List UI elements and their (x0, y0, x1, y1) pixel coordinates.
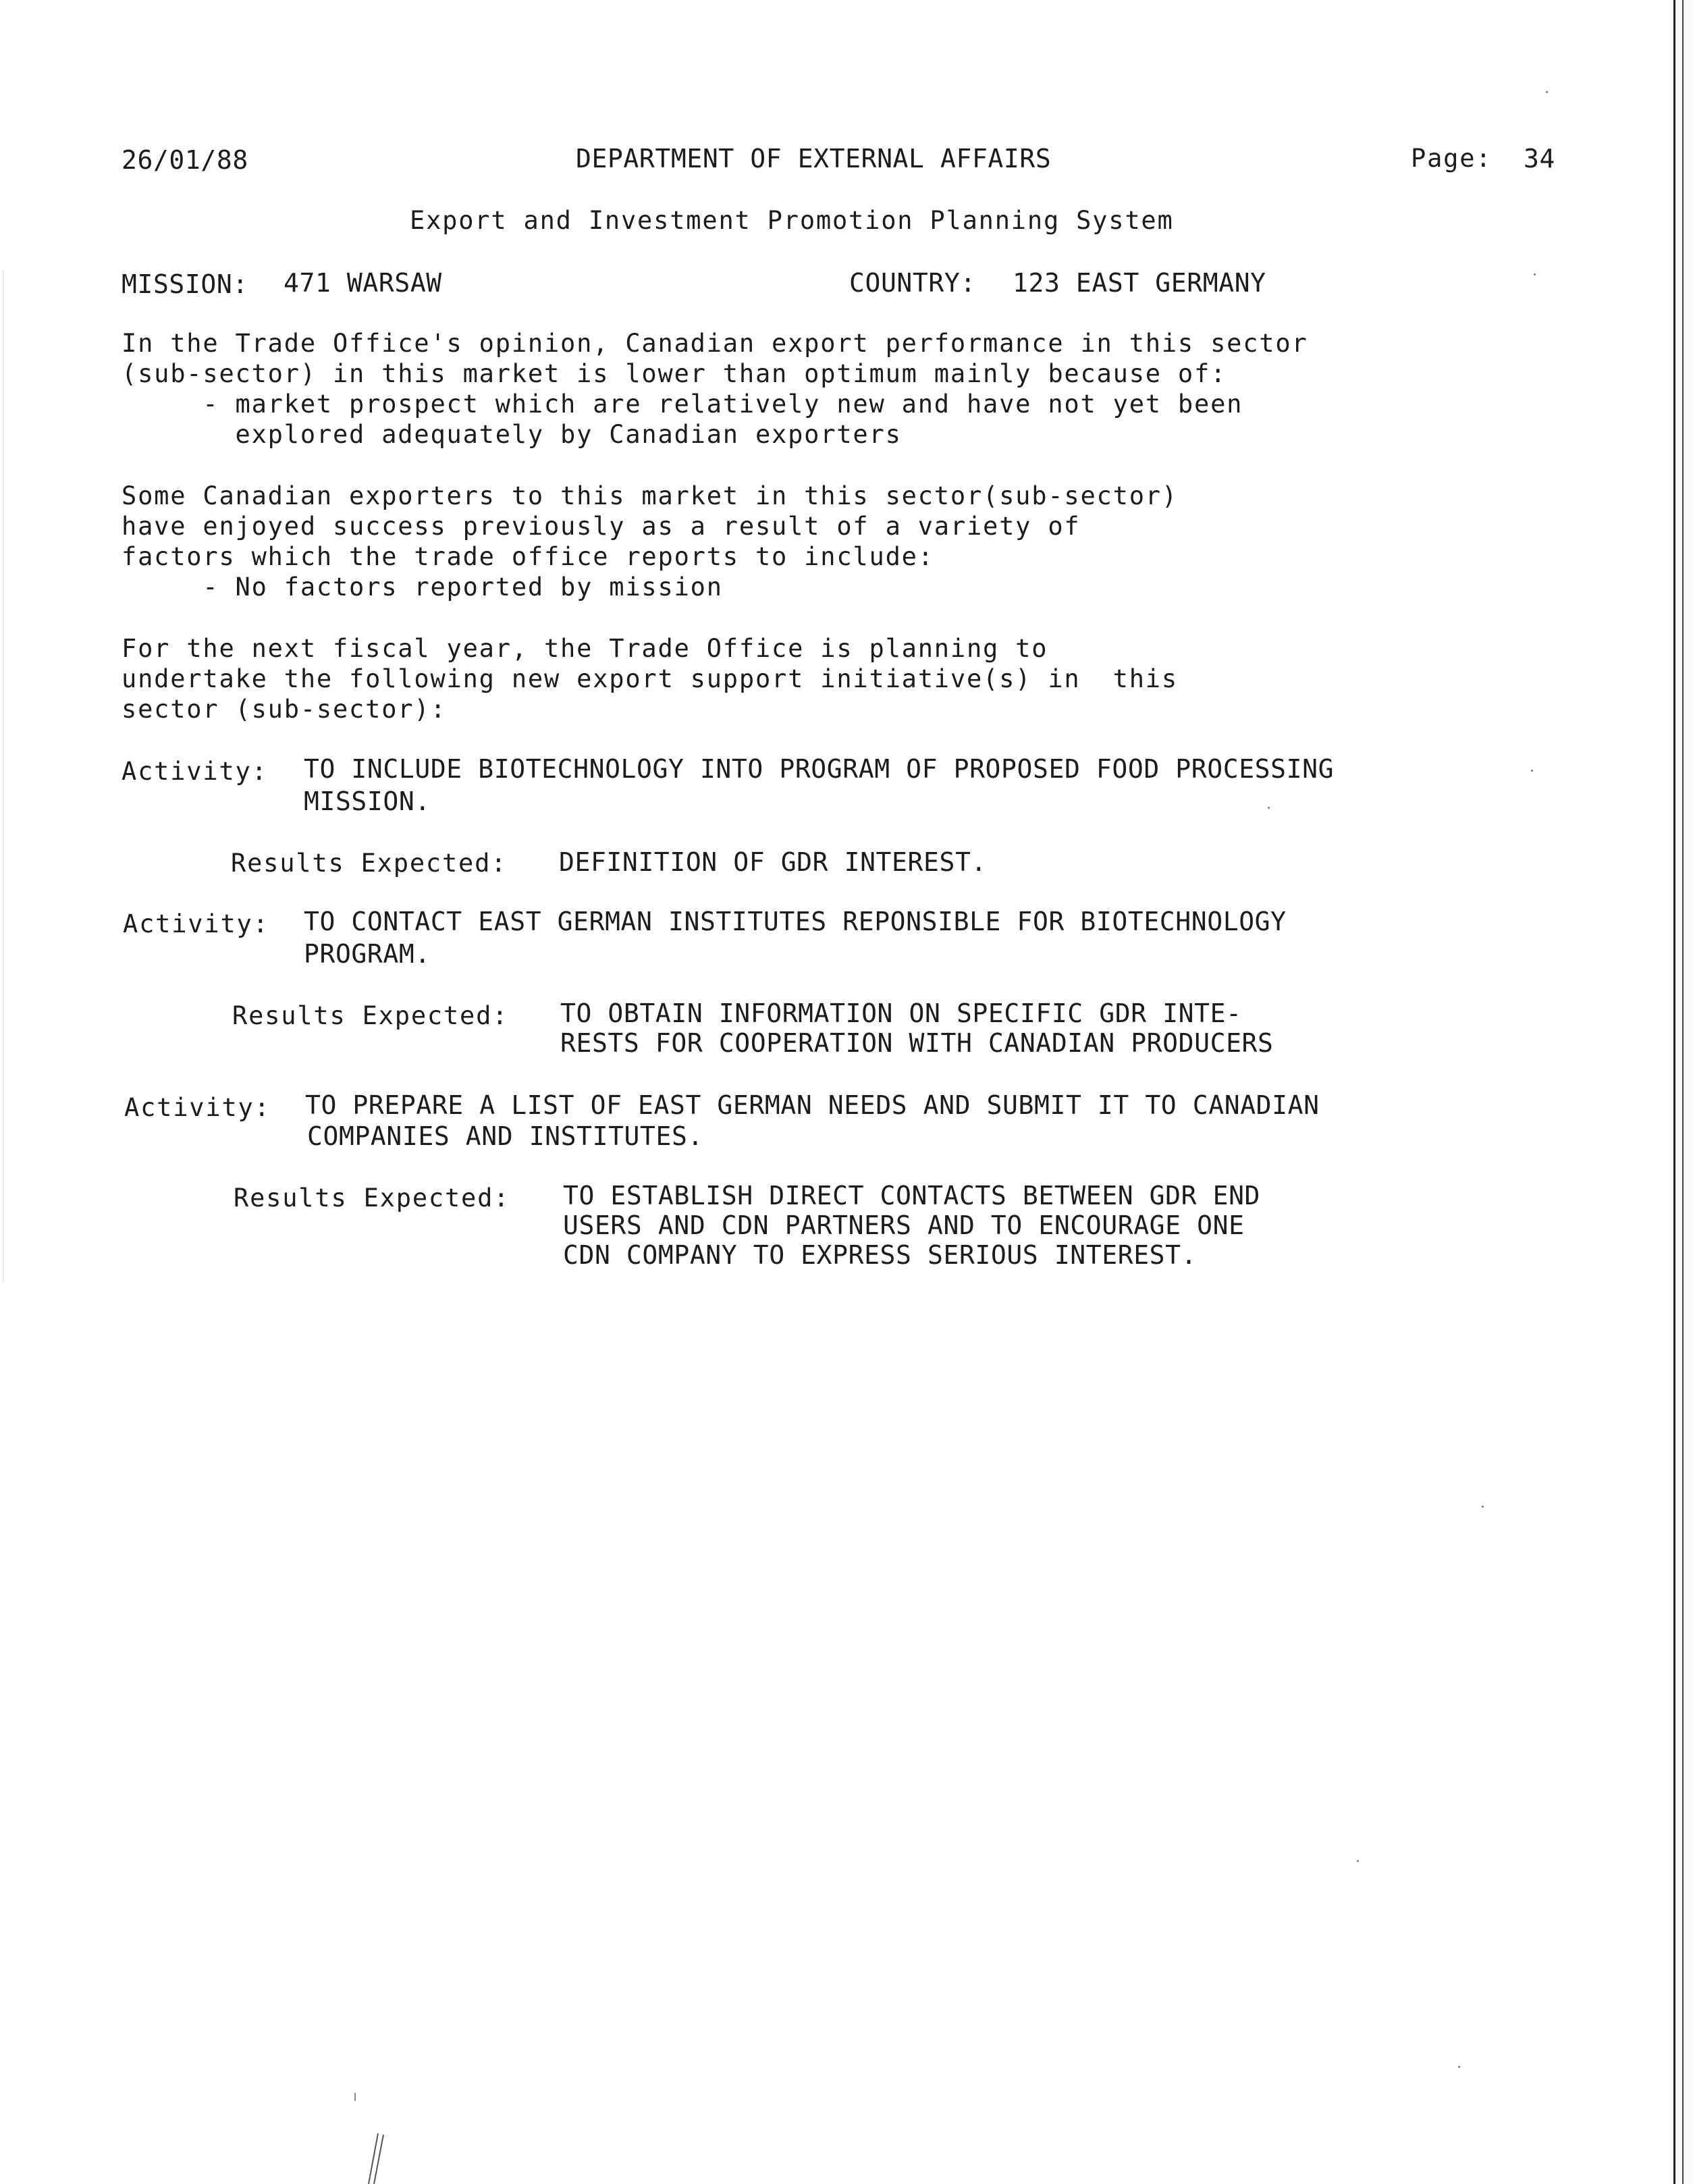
results-label: Results Expected: (234, 1183, 510, 1213)
scan-speck (1546, 91, 1548, 93)
scan-speck (1458, 2066, 1460, 2068)
results-label: Results Expected: (232, 1001, 509, 1030)
results-text-line: DEFINITION OF GDR INTEREST. (559, 847, 987, 877)
paragraph-line: have enjoyed success previously as a result of a variety of (122, 512, 1081, 541)
paragraph-line: For the next fiscal year, the Trade Office is planning to (122, 634, 1048, 663)
country-label: COUNTRY: (849, 268, 976, 298)
paragraph-line: undertake the following new export support initiative(s) in this (122, 664, 1178, 693)
system-title: Export and Investment Promotion Planning System (410, 206, 1174, 235)
paragraph-line: (sub-sector) in this market is lower than optimum mainly because of: (122, 359, 1227, 388)
activity-label: Activity: (124, 1093, 271, 1122)
page-number: 34 (1524, 144, 1555, 174)
activity-text-line: TO CONTACT EAST GERMAN INSTITUTES REPONSIBLE FOR BIOTECHNOLOGY (304, 907, 1287, 936)
results-text-line: CDN COMPANY TO EXPRESS SERIOUS INTEREST. (563, 1240, 1198, 1270)
success-paragraph (122, 481, 1178, 602)
activity-text-line: MISSION. (304, 787, 431, 816)
results-text-line: USERS AND CDN PARTNERS AND TO ENCOURAGE ONE (563, 1210, 1245, 1240)
page-edge-border (1673, 0, 1693, 2184)
paragraph-line: sector (sub-sector): (122, 695, 447, 724)
mission-value: 471 WARSAW (284, 268, 442, 298)
paragraph-line: Some Canadian exporters to this market in this sector(sub-sector) (122, 481, 1178, 510)
activity-text-line: COMPANIES AND INSTITUTES. (307, 1121, 703, 1151)
department-title: DEPARTMENT OF EXTERNAL AFFAIRS (576, 144, 1052, 174)
scan-speck (1534, 273, 1536, 275)
paragraph-line: In the Trade Office's opinion, Canadian export performance in this sector (122, 329, 1308, 358)
scan-speck (1482, 1506, 1484, 1508)
results-label: Results Expected: (231, 849, 508, 878)
paragraph-line: explored adequately by Canadian exporters (122, 420, 902, 449)
opinion-paragraph (122, 328, 1308, 450)
plan-paragraph (122, 633, 1178, 724)
scan-speck (1268, 807, 1270, 809)
activity-text-line: PROGRAM. (304, 939, 431, 969)
results-text-line: TO ESTABLISH DIRECT CONTACTS BETWEEN GDR END (563, 1181, 1261, 1210)
results-text-line: TO OBTAIN INFORMATION ON SPECIFIC GDR INTE- (560, 998, 1242, 1028)
activity-label: Activity: (123, 909, 269, 938)
activity-text-line: TO INCLUDE BIOTECHNOLOGY INTO PROGRAM OF PROPOSED FOOD PROCESSING (304, 754, 1335, 784)
activity-label: Activity: (122, 757, 268, 786)
country-value: 123 EAST GERMANY (1013, 268, 1266, 298)
report-date: 26/01/88 (122, 145, 248, 175)
activity-text-line: TO PREPARE A LIST OF EAST GERMAN NEEDS AND SUBMIT IT TO CANADIAN (305, 1090, 1320, 1120)
page-label: Page: (1411, 144, 1493, 173)
mission-label: MISSION: (122, 269, 248, 299)
paragraph-line: factors which the trade office reports to include: (122, 542, 934, 571)
pen-mark (351, 2052, 392, 2184)
paragraph-line: - No factors reported by mission (122, 572, 723, 602)
paragraph-line: - market prospect which are relatively new and have not yet been (122, 390, 1243, 419)
scan-speck (1531, 770, 1533, 772)
results-text-line: RESTS FOR COOPERATION WITH CANADIAN PRODUCERS (560, 1028, 1274, 1058)
scan-edge-shadow (3, 270, 4, 1283)
scan-speck (1357, 1860, 1359, 1862)
